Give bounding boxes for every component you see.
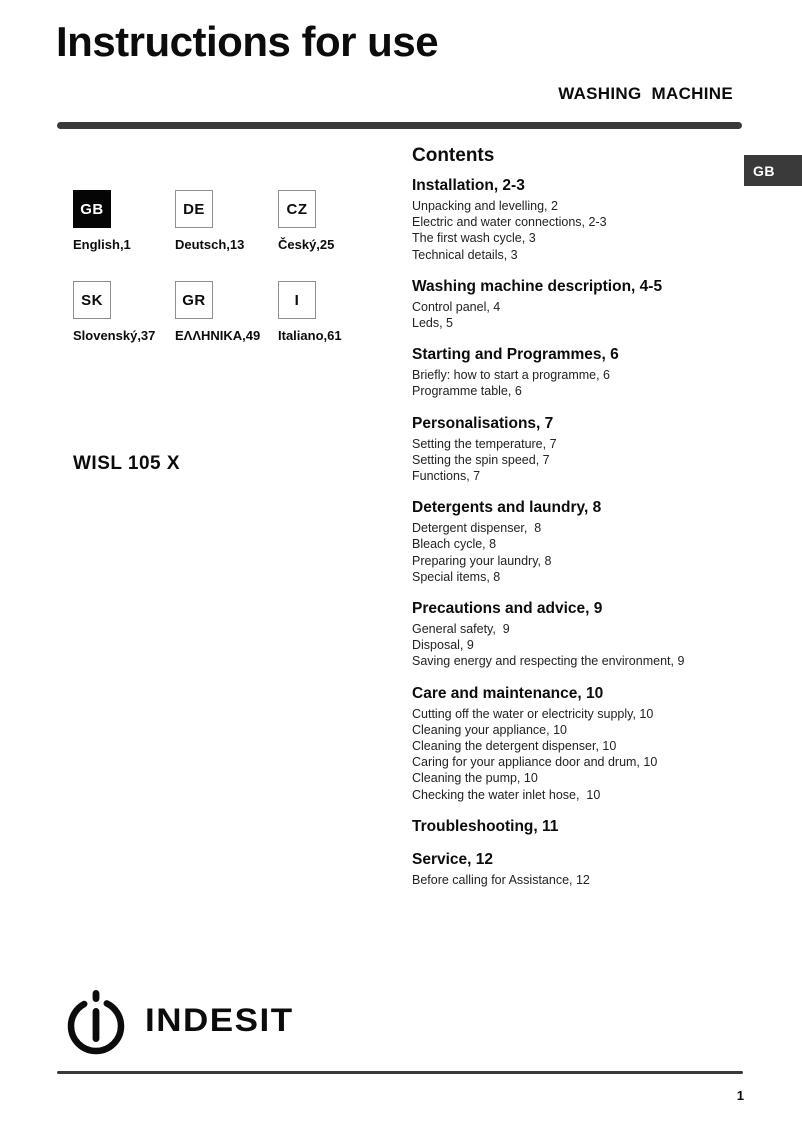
language-label: Slovenský,37 [73, 328, 156, 343]
contents-section [412, 346, 764, 399]
language-code-box [73, 190, 111, 228]
language-code-box [278, 281, 316, 319]
section-title: Troubleshooting, 11 [412, 817, 559, 835]
language-cell-cz [278, 190, 378, 252]
contents-section [412, 851, 764, 888]
table-of-contents [412, 145, 764, 888]
language-code: DE [183, 200, 205, 218]
section-title: Detergents and laundry, 8 [412, 499, 602, 517]
language-code: CZ [286, 200, 308, 218]
section-item: Programme table, 6 [412, 384, 522, 399]
section-item: Technical details, 3 [412, 247, 518, 262]
section-item: Functions, 7 [412, 469, 481, 484]
contents-section [412, 499, 764, 585]
section-item: Detergent dispenser, 8 [412, 521, 542, 536]
section-item: Preparing your laundry, 8 [412, 553, 552, 568]
section-item: Control panel, 4 [412, 299, 501, 314]
language-cell-sk [73, 281, 175, 343]
language-code: GB [80, 200, 104, 218]
section-title: Installation, 2-3 [412, 177, 525, 194]
language-edge-tab: GB [744, 155, 802, 186]
section-item: General safety, 9 [412, 622, 510, 637]
contents-section [412, 685, 764, 803]
page-number: 1 [736, 1088, 744, 1103]
language-label: Český,25 [278, 237, 335, 252]
section-item: Checking the water inlet hose, 10 [412, 787, 601, 802]
section-item: Bleach cycle, 8 [412, 537, 497, 552]
section-item: Electric and water connections, 2-3 [412, 215, 607, 230]
indesit-logo-icon [60, 985, 132, 1057]
language-code-box [175, 281, 213, 319]
section-item: Saving energy and respecting the environment, 9 [412, 654, 685, 669]
language-code-box [278, 190, 316, 228]
contents-section [412, 818, 764, 836]
header-rule [57, 122, 742, 129]
language-cell-gr [175, 281, 278, 343]
language-code: SK [81, 291, 103, 309]
section-item: Disposal, 9 [412, 638, 474, 653]
contents-section [412, 177, 764, 263]
contents-section [412, 278, 764, 331]
section-item: Cleaning the pump, 10 [412, 771, 538, 786]
language-label: ΕΛΛΗΝΙΚΑ,49 [175, 328, 261, 343]
section-title: Service, 12 [412, 850, 494, 868]
section-item: Cutting off the water or electricity supply, 10 [412, 706, 654, 721]
language-label: Italiano,61 [278, 328, 342, 343]
language-cell-i [278, 281, 378, 343]
brand-logo [60, 985, 294, 1057]
contents-section [412, 415, 764, 485]
indesit-wordmark: INDESIT [145, 1002, 294, 1039]
language-cell-gb [73, 190, 175, 252]
language-code-box [175, 190, 213, 228]
section-title: Washing machine description, 4-5 [412, 277, 663, 295]
contents-heading: Contents [412, 145, 495, 166]
section-title: Starting and Programmes, 6 [412, 346, 619, 364]
language-grid [73, 190, 378, 343]
section-title: Care and maintenance, 10 [412, 684, 604, 702]
language-label: English,1 [73, 237, 131, 252]
contents-section [412, 600, 764, 670]
section-item: Setting the spin speed, 7 [412, 452, 550, 467]
model-number: WISL 105 X [73, 453, 181, 474]
section-title: Personalisations, 7 [412, 414, 554, 432]
section-item: Unpacking and levelling, 2 [412, 199, 558, 213]
section-item: Cleaning your appliance, 10 [412, 722, 567, 737]
section-item: Before calling for Assistance, 12 [412, 872, 590, 887]
section-item: The first wash cycle, 3 [412, 231, 536, 246]
section-item: Leds, 5 [412, 316, 454, 331]
section-title: Precautions and advice, 9 [412, 600, 603, 618]
section-item: Caring for your appliance door and drum, 10 [412, 755, 658, 770]
section-item: Cleaning the detergent dispenser, 10 [412, 739, 617, 754]
appliance-type-label: WASHING MACHINE [558, 84, 733, 103]
contents-sections [412, 177, 764, 888]
footer-rule [57, 1071, 743, 1074]
language-code: I [294, 291, 300, 309]
section-item: Special items, 8 [412, 569, 501, 584]
language-label: Deutsch,13 [175, 237, 245, 252]
language-code-box [73, 281, 111, 319]
language-cell-de [175, 190, 278, 252]
section-item: Briefly: how to start a programme, 6 [412, 368, 610, 383]
language-code: GR [182, 291, 206, 309]
page-title: Instructions for use [56, 18, 439, 65]
section-item: Setting the temperature, 7 [412, 436, 557, 451]
